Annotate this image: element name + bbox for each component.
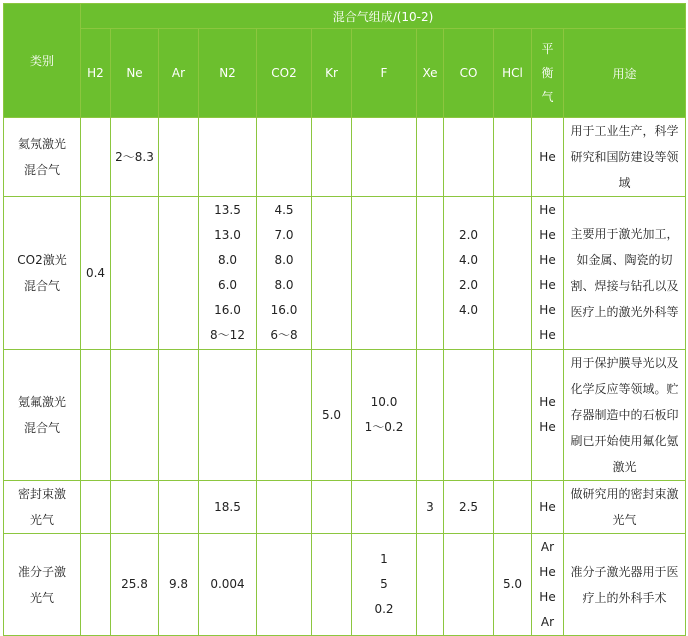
cell-category xyxy=(4,350,81,481)
header-component-kr: Kr xyxy=(312,29,352,118)
cell-co xyxy=(444,118,494,197)
header-use: 用途 xyxy=(564,29,686,118)
balance-line: Ar xyxy=(540,614,555,629)
balance-line: He xyxy=(539,499,556,514)
header-balance-char: 衡 xyxy=(541,66,554,80)
use-line: 医疗上的激光外科等 xyxy=(570,305,679,319)
cell-ne xyxy=(111,350,159,481)
use-line: 疗上的外科手术 xyxy=(582,590,667,605)
cell-n2 xyxy=(199,534,257,636)
cell-kr xyxy=(312,197,352,350)
cell-kr xyxy=(312,118,352,197)
value-line: 6.0 xyxy=(217,278,238,292)
use-line: 存器制造中的石板印 xyxy=(570,408,679,422)
use-line: 激光 xyxy=(612,460,637,474)
cell-xe xyxy=(417,197,444,350)
cell-xe xyxy=(417,481,444,534)
balance-line: He xyxy=(539,303,556,317)
cell-hcl xyxy=(494,118,532,197)
header-component-ar: Ar xyxy=(159,29,199,118)
value-line: 25.8 xyxy=(121,577,148,591)
category-line: 氦氖激光 xyxy=(17,137,66,151)
balance-line: Ar xyxy=(540,539,555,554)
cell-category xyxy=(4,197,81,350)
header-row-group xyxy=(4,4,686,29)
value-line: 7.0 xyxy=(274,228,294,242)
use-line: 用于工业生产，科学 xyxy=(570,124,679,138)
balance-line: He xyxy=(539,278,556,292)
use-line: 割、焊接与钻孔以及 xyxy=(570,279,679,293)
cell-f xyxy=(352,118,417,197)
balance-line: He xyxy=(539,395,556,409)
cell-use xyxy=(564,350,686,481)
value-line: 2.0 xyxy=(458,228,479,242)
cell-xe xyxy=(417,118,444,197)
value-line: 16.0 xyxy=(214,303,241,317)
cell-balance-gas xyxy=(532,350,564,481)
use-line: 用于保护膜导光以及 xyxy=(570,356,679,370)
use-line: 研究和国防建设等领 xyxy=(570,150,679,164)
header-component-hcl: HCl xyxy=(494,29,532,118)
cell-f xyxy=(352,481,417,534)
cell-hcl xyxy=(494,534,532,636)
header-balance-gas xyxy=(532,29,564,118)
cell-co2 xyxy=(257,118,312,197)
cell-hcl xyxy=(494,197,532,350)
cell-balance-gas xyxy=(532,118,564,197)
cell-co2 xyxy=(257,481,312,534)
cell-ar xyxy=(159,118,199,197)
value-line: 4.5 xyxy=(274,203,294,217)
balance-line: He xyxy=(539,420,556,434)
value-line: 2～8.3 xyxy=(115,149,154,164)
header-component-xe: Xe xyxy=(417,29,444,118)
use-line: 做研究用的密封束激 xyxy=(570,487,679,501)
value-line: 5.0 xyxy=(502,577,523,591)
cell-use xyxy=(564,481,686,534)
cell-h2 xyxy=(81,118,111,197)
use-line: 主要用于激光加工， xyxy=(570,227,679,241)
use-line: 域 xyxy=(618,176,631,190)
category-line: CO2激光 xyxy=(17,253,67,267)
cell-use xyxy=(564,197,686,350)
value-line: 5.0 xyxy=(321,407,342,422)
category-line: 混合气 xyxy=(23,163,60,177)
category-line: 密封束激 xyxy=(17,487,66,501)
cell-ne xyxy=(111,534,159,636)
cell-use xyxy=(564,534,686,636)
table-row xyxy=(4,118,686,197)
cell-balance-gas xyxy=(532,481,564,534)
cell-category xyxy=(4,481,81,534)
header-component-n2: N2 xyxy=(199,29,257,118)
balance-line: He xyxy=(539,253,556,267)
table-row xyxy=(4,350,686,481)
cell-n2 xyxy=(199,118,257,197)
balance-line: He xyxy=(539,203,556,217)
cell-f xyxy=(352,350,417,481)
category-line: 氪氟激光 xyxy=(17,395,66,409)
cell-kr xyxy=(312,350,352,481)
cell-kr xyxy=(312,534,352,636)
header-component-ne: Ne xyxy=(111,29,159,118)
balance-line: He xyxy=(539,228,556,242)
cell-ar xyxy=(159,350,199,481)
header-component-co: CO xyxy=(444,29,494,118)
use-line: 光气 xyxy=(612,513,637,527)
category-line: 光气 xyxy=(29,590,54,605)
value-line: 8.0 xyxy=(217,253,238,267)
value-line: 13.0 xyxy=(214,228,241,242)
cell-xe xyxy=(417,350,444,481)
cell-ne xyxy=(111,118,159,197)
cell-f xyxy=(352,197,417,350)
value-line: 1～0.2 xyxy=(364,420,404,434)
value-line: 0.2 xyxy=(374,602,394,616)
cell-hcl xyxy=(494,481,532,534)
cell-ar xyxy=(159,481,199,534)
category-line: 准分子激 xyxy=(17,564,66,579)
value-line: 6～8 xyxy=(270,328,298,342)
value-line: 3 xyxy=(426,499,434,514)
cell-co2 xyxy=(257,197,312,350)
category-line: 混合气 xyxy=(23,279,60,293)
value-line: 8.0 xyxy=(274,253,294,267)
cell-co2 xyxy=(257,534,312,636)
cell-ar xyxy=(159,534,199,636)
header-component-f: F xyxy=(352,29,417,118)
use-line: 化学反应等领域。贮 xyxy=(570,382,679,396)
value-line: 5 xyxy=(380,577,388,591)
value-line: 8.0 xyxy=(274,278,294,292)
value-line: 0.4 xyxy=(85,265,106,280)
table-row xyxy=(4,481,686,534)
use-line: 刷已开始使用氟化氪 xyxy=(570,434,679,448)
value-line: 4.0 xyxy=(458,303,479,317)
cell-h2 xyxy=(81,350,111,481)
cell-use xyxy=(564,118,686,197)
cell-ne xyxy=(111,197,159,350)
balance-line: He xyxy=(539,149,556,164)
value-line: 4.0 xyxy=(458,253,479,267)
table-row xyxy=(4,197,686,350)
header-balance-char: 平 xyxy=(541,42,554,56)
use-line: 如金属、陶瓷的切 xyxy=(576,253,673,267)
cell-hcl xyxy=(494,350,532,481)
cell-f xyxy=(352,534,417,636)
balance-line: He xyxy=(539,328,556,342)
cell-h2 xyxy=(81,481,111,534)
value-line: 2.0 xyxy=(458,278,479,292)
cell-category xyxy=(4,118,81,197)
cell-co xyxy=(444,534,494,636)
cell-n2 xyxy=(199,350,257,481)
cell-kr xyxy=(312,481,352,534)
header-category: 类别 xyxy=(4,4,81,118)
cell-h2 xyxy=(81,197,111,350)
cell-balance-gas xyxy=(532,534,564,636)
cell-h2 xyxy=(81,534,111,636)
value-line: 8～12 xyxy=(210,328,245,342)
header-component-h2: H2 xyxy=(81,29,111,118)
cell-ar xyxy=(159,197,199,350)
cell-balance-gas xyxy=(532,197,564,350)
value-line: 0.004 xyxy=(210,577,245,591)
value-line: 16.0 xyxy=(270,303,298,317)
value-line: 2.5 xyxy=(458,499,479,514)
balance-line: He xyxy=(539,589,556,604)
cell-co xyxy=(444,197,494,350)
value-line: 18.5 xyxy=(214,499,241,514)
cell-xe xyxy=(417,534,444,636)
category-line: 混合气 xyxy=(23,421,60,435)
category-line: 光气 xyxy=(29,513,54,527)
table-row xyxy=(4,534,686,636)
use-line: 准分子激光器用于医 xyxy=(570,564,679,579)
header-composition-group: 混合气组成/(10-2) xyxy=(81,4,686,29)
balance-line: He xyxy=(539,564,556,579)
header-component-co2: CO2 xyxy=(257,29,312,118)
cell-n2 xyxy=(199,481,257,534)
cell-ne xyxy=(111,481,159,534)
table-body xyxy=(4,118,686,636)
value-line: 13.5 xyxy=(214,203,241,217)
value-line: 10.0 xyxy=(370,395,398,409)
header-balance-char: 气 xyxy=(541,90,554,104)
cell-n2 xyxy=(199,197,257,350)
gas-mixture-table xyxy=(3,3,686,636)
value-line: 9.8 xyxy=(168,577,189,591)
cell-co2 xyxy=(257,350,312,481)
header-row-columns xyxy=(4,29,686,118)
cell-co xyxy=(444,481,494,534)
cell-category xyxy=(4,534,81,636)
cell-co xyxy=(444,350,494,481)
value-line: 1 xyxy=(380,552,388,566)
